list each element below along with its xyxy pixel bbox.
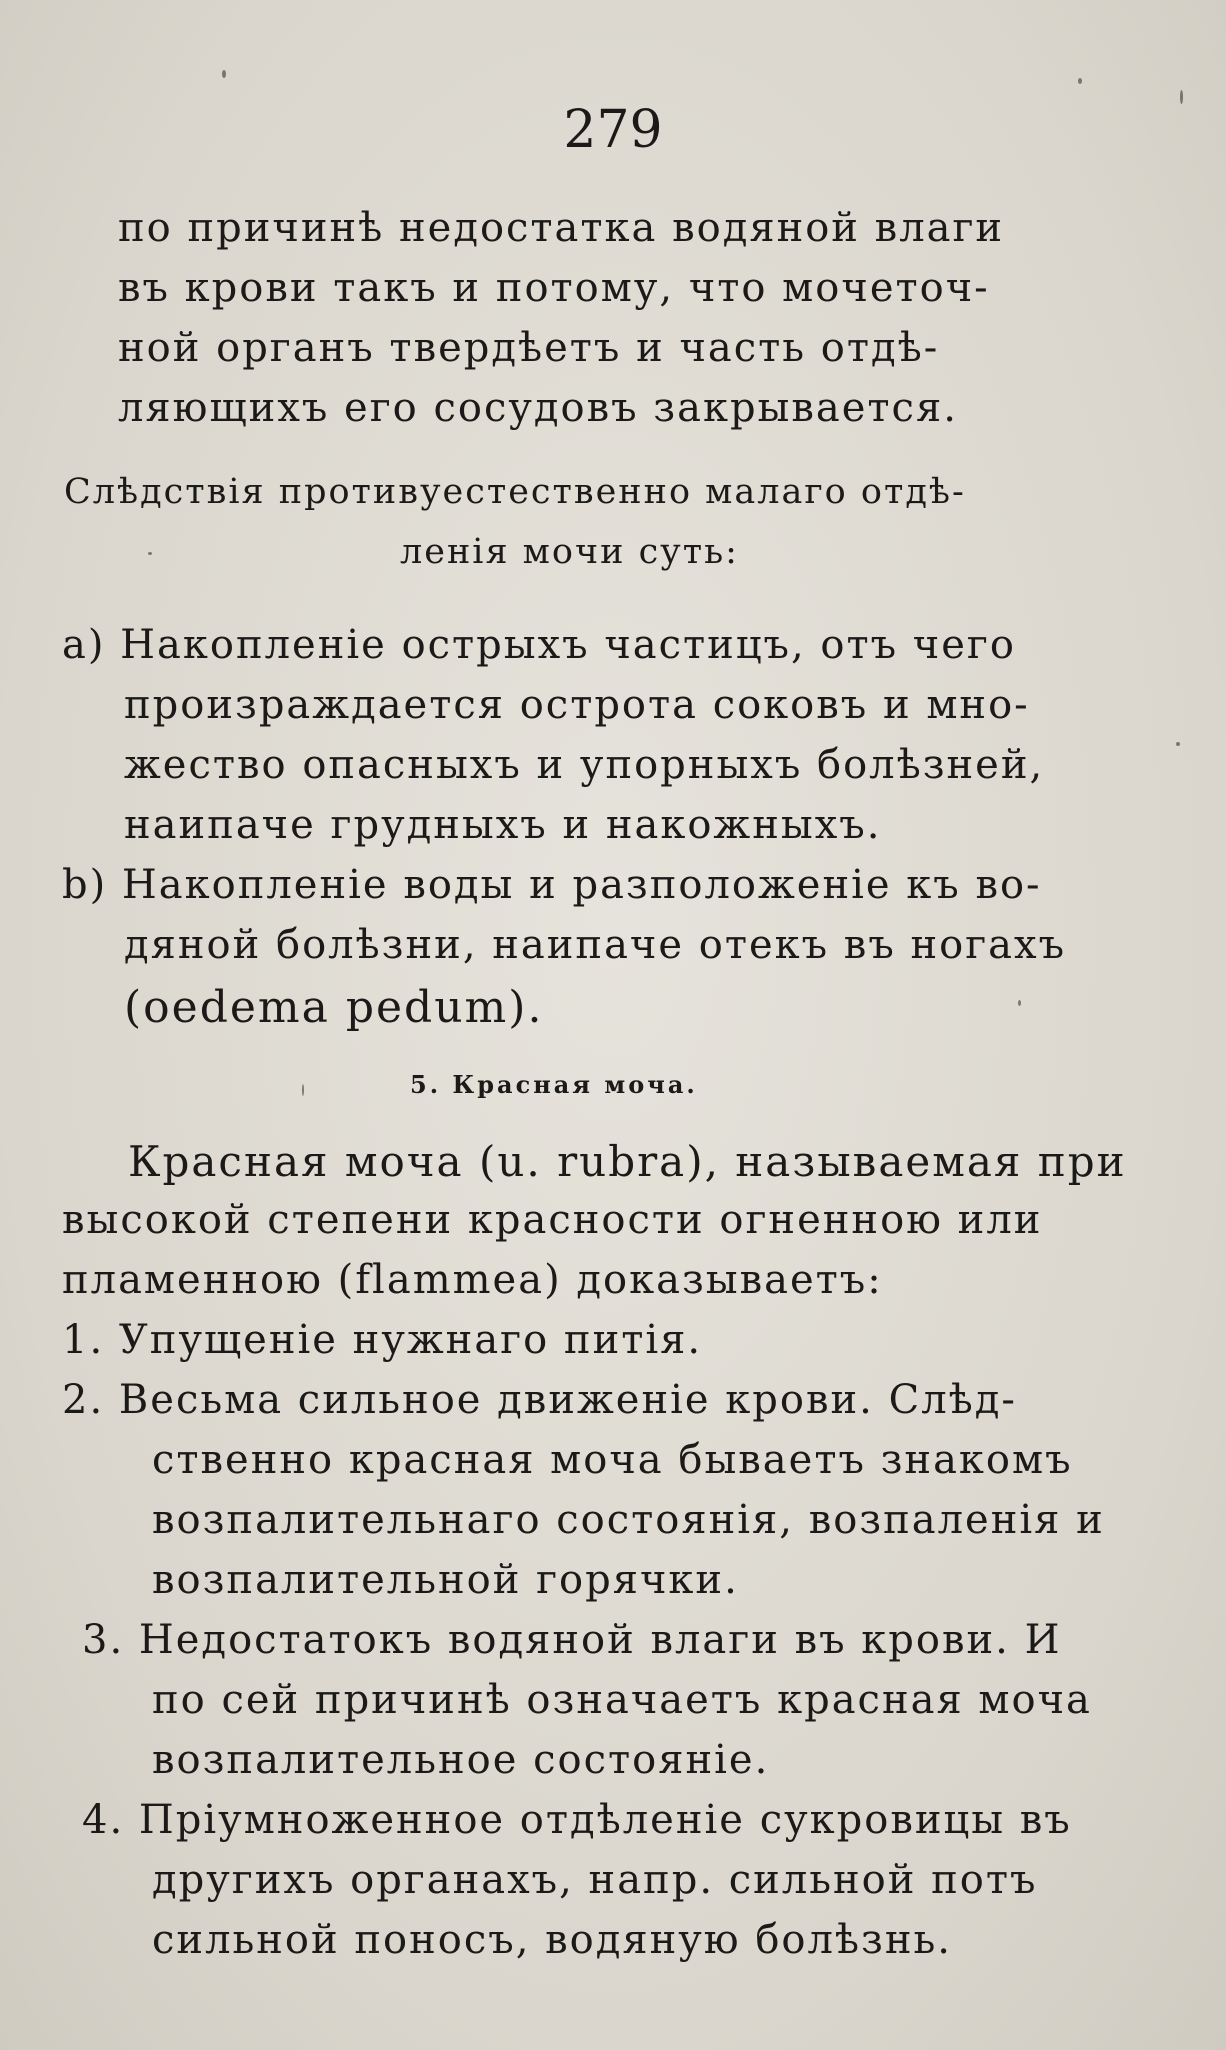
text-line: сильной поносъ, водяную болѣзнь. [152,1917,952,1963]
page-number: 279 [563,100,663,160]
text-line: по причинѣ недостатка водяной влаги [118,205,1005,251]
text-line: другихъ органахъ, напр. сильной потъ [152,1857,1038,1903]
text-line: высокой степени красности огненною или [62,1197,1043,1243]
list-item-2: 2. Весьма сильное движеніе крови. Слѣд- [62,1377,1017,1423]
paper-speck [1176,742,1180,746]
text-line: жество опасныхъ и упорныхъ болѣзней, [124,742,1045,788]
list-item-4: 4. Пріумноженное отдѣленіе сукровицы въ [82,1797,1072,1843]
list-item-b: b) Накопленіе воды и разположеніе къ во- [62,862,1042,908]
text-line: ственно красная моча бываетъ знакомъ [152,1437,1073,1483]
text-line: по сей причинѣ означаетъ красная моча [152,1677,1092,1723]
paper-speck [1018,1000,1021,1006]
text-line: ленія мочи суть: [400,532,739,572]
text-line: Красная моча (u. rubra), называемая при [128,1137,1127,1186]
text-line: ной органъ твердѣетъ и часть отдѣ- [118,325,940,371]
list-item-a: a) Накопленіе острыхъ частицъ, отъ чего [62,622,1016,668]
text-line: пламенною (flammea) доказываетъ: [62,1257,883,1303]
text-line: (oedema pedum). [124,982,544,1033]
list-item-1: 1. Упущеніе нужнаго питія. [62,1317,703,1363]
text-line: возпалительное состояніе. [152,1737,770,1783]
paper-speck [1078,78,1082,84]
text-line: ляющихъ его сосудовъ закрывается. [118,385,958,431]
text-line: произраждается острота соковъ и мно- [124,682,1030,728]
section-heading: 5. Красная моча. [410,1070,698,1099]
text-line: возпалительной горячки. [152,1557,739,1603]
paper-speck [148,552,152,555]
paper-speck [222,70,226,78]
text-line: дяной болѣзни, наипаче отекъ въ ногахъ [124,922,1067,968]
text-line: возпалительнаго состоянія, возпаленія и [152,1497,1105,1543]
text-line: Слѣдствія противуестественно малаго отдѣ- [64,472,966,512]
text-line: въ крови такъ и потому, что мочеточ- [118,265,990,311]
paper-speck [1180,90,1183,104]
list-item-3: 3. Недостатокъ водяной влаги въ крови. И [82,1617,1062,1663]
text-line: наипаче грудныхъ и накожныхъ. [124,802,882,848]
paper-speck [302,1084,304,1096]
